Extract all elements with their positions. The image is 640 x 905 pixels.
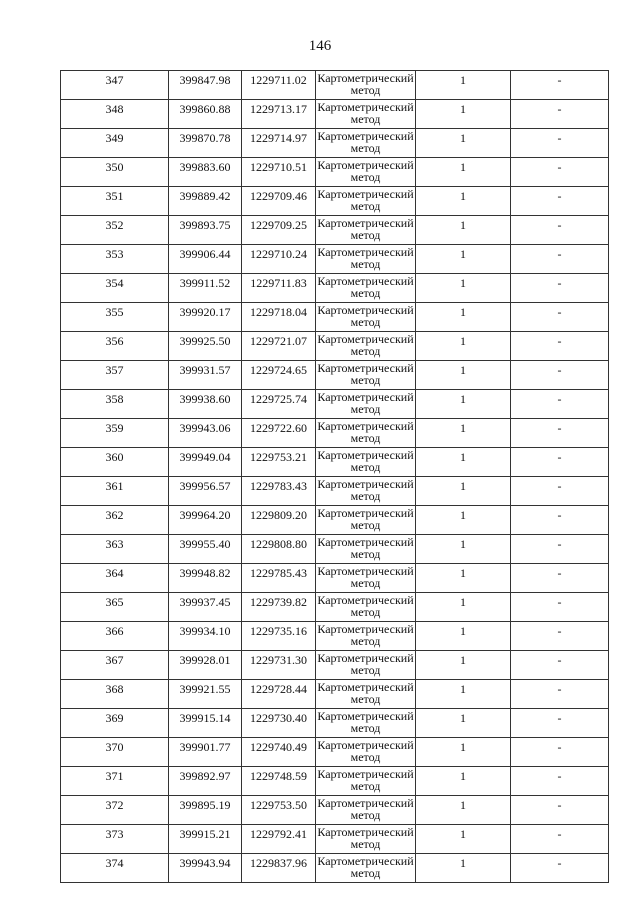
point-number-cell: 364 xyxy=(61,564,169,593)
table-row xyxy=(61,448,609,477)
y-coordinate-cell: 1229711.83 xyxy=(242,274,316,303)
method-cell: Картометрический метод xyxy=(316,825,416,854)
point-number-cell: 359 xyxy=(61,419,169,448)
table-row xyxy=(61,419,609,448)
y-coordinate-cell: 1229728.44 xyxy=(242,680,316,709)
point-number-cell: 367 xyxy=(61,651,169,680)
y-coordinate-cell: 1229709.25 xyxy=(242,216,316,245)
description-cell: - xyxy=(511,390,609,419)
x-coordinate-cell: 399934.10 xyxy=(169,622,242,651)
method-cell: Картометрический метод xyxy=(316,564,416,593)
description-cell: - xyxy=(511,187,609,216)
method-cell: Картометрический метод xyxy=(316,535,416,564)
accuracy-cell: 1 xyxy=(416,622,511,651)
y-coordinate-cell: 1229808.80 xyxy=(242,535,316,564)
accuracy-cell: 1 xyxy=(416,216,511,245)
x-coordinate-cell: 399860.88 xyxy=(169,100,242,129)
x-coordinate-cell: 399955.40 xyxy=(169,535,242,564)
table-row xyxy=(61,506,609,535)
x-coordinate-cell: 399847.98 xyxy=(169,71,242,100)
table-row xyxy=(61,622,609,651)
y-coordinate-cell: 1229710.51 xyxy=(242,158,316,187)
accuracy-cell: 1 xyxy=(416,593,511,622)
method-cell: Картометрический метод xyxy=(316,854,416,883)
y-coordinate-cell: 1229735.16 xyxy=(242,622,316,651)
y-coordinate-cell: 1229725.74 xyxy=(242,390,316,419)
y-coordinate-cell: 1229748.59 xyxy=(242,767,316,796)
method-cell: Картометрический метод xyxy=(316,216,416,245)
accuracy-cell: 1 xyxy=(416,303,511,332)
table-row xyxy=(61,245,609,274)
table-row xyxy=(61,274,609,303)
accuracy-cell: 1 xyxy=(416,796,511,825)
accuracy-cell: 1 xyxy=(416,187,511,216)
table-row xyxy=(61,796,609,825)
point-number-cell: 360 xyxy=(61,448,169,477)
method-cell: Картометрический метод xyxy=(316,738,416,767)
y-coordinate-cell: 1229739.82 xyxy=(242,593,316,622)
description-cell: - xyxy=(511,651,609,680)
x-coordinate-cell: 399893.75 xyxy=(169,216,242,245)
point-number-cell: 354 xyxy=(61,274,169,303)
description-cell: - xyxy=(511,419,609,448)
description-cell: - xyxy=(511,825,609,854)
method-cell: Картометрический метод xyxy=(316,767,416,796)
x-coordinate-cell: 399921.55 xyxy=(169,680,242,709)
x-coordinate-cell: 399943.06 xyxy=(169,419,242,448)
description-cell: - xyxy=(511,303,609,332)
table-row xyxy=(61,390,609,419)
method-cell: Картометрический метод xyxy=(316,129,416,158)
x-coordinate-cell: 399956.57 xyxy=(169,477,242,506)
point-number-cell: 361 xyxy=(61,477,169,506)
description-cell: - xyxy=(511,245,609,274)
description-cell: - xyxy=(511,796,609,825)
method-cell: Картометрический метод xyxy=(316,158,416,187)
accuracy-cell: 1 xyxy=(416,158,511,187)
table-row xyxy=(61,593,609,622)
y-coordinate-cell: 1229783.43 xyxy=(242,477,316,506)
point-number-cell: 373 xyxy=(61,825,169,854)
coordinates-table-body xyxy=(61,71,609,883)
description-cell: - xyxy=(511,680,609,709)
accuracy-cell: 1 xyxy=(416,738,511,767)
y-coordinate-cell: 1229740.49 xyxy=(242,738,316,767)
accuracy-cell: 1 xyxy=(416,419,511,448)
accuracy-cell: 1 xyxy=(416,100,511,129)
y-coordinate-cell: 1229711.02 xyxy=(242,71,316,100)
table-row xyxy=(61,361,609,390)
description-cell: - xyxy=(511,738,609,767)
y-coordinate-cell: 1229785.43 xyxy=(242,564,316,593)
accuracy-cell: 1 xyxy=(416,651,511,680)
x-coordinate-cell: 399915.21 xyxy=(169,825,242,854)
accuracy-cell: 1 xyxy=(416,274,511,303)
x-coordinate-cell: 399911.52 xyxy=(169,274,242,303)
y-coordinate-cell: 1229722.60 xyxy=(242,419,316,448)
accuracy-cell: 1 xyxy=(416,564,511,593)
point-number-cell: 374 xyxy=(61,854,169,883)
description-cell: - xyxy=(511,622,609,651)
x-coordinate-cell: 399883.60 xyxy=(169,158,242,187)
table-row xyxy=(61,303,609,332)
description-cell: - xyxy=(511,448,609,477)
method-cell: Картометрический метод xyxy=(316,274,416,303)
method-cell: Картометрический метод xyxy=(316,477,416,506)
page-number: 146 xyxy=(308,38,332,54)
description-cell: - xyxy=(511,361,609,390)
table-row xyxy=(61,854,609,883)
y-coordinate-cell: 1229713.17 xyxy=(242,100,316,129)
accuracy-cell: 1 xyxy=(416,825,511,854)
x-coordinate-cell: 399928.01 xyxy=(169,651,242,680)
description-cell: - xyxy=(511,274,609,303)
accuracy-cell: 1 xyxy=(416,448,511,477)
method-cell: Картометрический метод xyxy=(316,680,416,709)
point-number-cell: 351 xyxy=(61,187,169,216)
y-coordinate-cell: 1229709.46 xyxy=(242,187,316,216)
point-number-cell: 371 xyxy=(61,767,169,796)
point-number-cell: 347 xyxy=(61,71,169,100)
table-row xyxy=(61,564,609,593)
table-row xyxy=(61,535,609,564)
method-cell: Картометрический метод xyxy=(316,419,416,448)
method-cell: Картометрический метод xyxy=(316,390,416,419)
method-cell: Картометрический метод xyxy=(316,622,416,651)
description-cell: - xyxy=(511,535,609,564)
description-cell: - xyxy=(511,593,609,622)
x-coordinate-cell: 399901.77 xyxy=(169,738,242,767)
method-cell: Картометрический метод xyxy=(316,796,416,825)
point-number-cell: 356 xyxy=(61,332,169,361)
point-number-cell: 357 xyxy=(61,361,169,390)
point-number-cell: 362 xyxy=(61,506,169,535)
accuracy-cell: 1 xyxy=(416,767,511,796)
x-coordinate-cell: 399931.57 xyxy=(169,361,242,390)
accuracy-cell: 1 xyxy=(416,709,511,738)
table-row xyxy=(61,825,609,854)
accuracy-cell: 1 xyxy=(416,477,511,506)
table-row xyxy=(61,709,609,738)
point-number-cell: 370 xyxy=(61,738,169,767)
table-row xyxy=(61,71,609,100)
method-cell: Картометрический метод xyxy=(316,100,416,129)
y-coordinate-cell: 1229714.97 xyxy=(242,129,316,158)
description-cell: - xyxy=(511,854,609,883)
table-row xyxy=(61,767,609,796)
point-number-cell: 352 xyxy=(61,216,169,245)
y-coordinate-cell: 1229837.96 xyxy=(242,854,316,883)
point-number-cell: 363 xyxy=(61,535,169,564)
description-cell: - xyxy=(511,100,609,129)
description-cell: - xyxy=(511,158,609,187)
description-cell: - xyxy=(511,564,609,593)
table-row xyxy=(61,477,609,506)
accuracy-cell: 1 xyxy=(416,854,511,883)
x-coordinate-cell: 399889.42 xyxy=(169,187,242,216)
method-cell: Картометрический метод xyxy=(316,448,416,477)
x-coordinate-cell: 399920.17 xyxy=(169,303,242,332)
table-row xyxy=(61,332,609,361)
accuracy-cell: 1 xyxy=(416,129,511,158)
x-coordinate-cell: 399938.60 xyxy=(169,390,242,419)
x-coordinate-cell: 399870.78 xyxy=(169,129,242,158)
description-cell: - xyxy=(511,71,609,100)
method-cell: Картометрический метод xyxy=(316,71,416,100)
point-number-cell: 372 xyxy=(61,796,169,825)
x-coordinate-cell: 399949.04 xyxy=(169,448,242,477)
y-coordinate-cell: 1229721.07 xyxy=(242,332,316,361)
coordinates-table xyxy=(60,70,609,883)
y-coordinate-cell: 1229731.30 xyxy=(242,651,316,680)
description-cell: - xyxy=(511,332,609,361)
x-coordinate-cell: 399964.20 xyxy=(169,506,242,535)
y-coordinate-cell: 1229753.21 xyxy=(242,448,316,477)
description-cell: - xyxy=(511,216,609,245)
x-coordinate-cell: 399943.94 xyxy=(169,854,242,883)
table-row xyxy=(61,216,609,245)
method-cell: Картометрический метод xyxy=(316,593,416,622)
method-cell: Картометрический метод xyxy=(316,187,416,216)
accuracy-cell: 1 xyxy=(416,535,511,564)
point-number-cell: 368 xyxy=(61,680,169,709)
method-cell: Картометрический метод xyxy=(316,651,416,680)
table-row xyxy=(61,100,609,129)
method-cell: Картометрический метод xyxy=(316,361,416,390)
point-number-cell: 369 xyxy=(61,709,169,738)
y-coordinate-cell: 1229753.50 xyxy=(242,796,316,825)
description-cell: - xyxy=(511,129,609,158)
table-row xyxy=(61,129,609,158)
table-row xyxy=(61,158,609,187)
x-coordinate-cell: 399937.45 xyxy=(169,593,242,622)
point-number-cell: 366 xyxy=(61,622,169,651)
y-coordinate-cell: 1229809.20 xyxy=(242,506,316,535)
point-number-cell: 348 xyxy=(61,100,169,129)
point-number-cell: 350 xyxy=(61,158,169,187)
point-number-cell: 349 xyxy=(61,129,169,158)
table-row xyxy=(61,651,609,680)
accuracy-cell: 1 xyxy=(416,71,511,100)
accuracy-cell: 1 xyxy=(416,680,511,709)
description-cell: - xyxy=(511,767,609,796)
y-coordinate-cell: 1229792.41 xyxy=(242,825,316,854)
point-number-cell: 358 xyxy=(61,390,169,419)
method-cell: Картометрический метод xyxy=(316,245,416,274)
table-row xyxy=(61,187,609,216)
accuracy-cell: 1 xyxy=(416,390,511,419)
accuracy-cell: 1 xyxy=(416,332,511,361)
x-coordinate-cell: 399892.97 xyxy=(169,767,242,796)
table-row xyxy=(61,680,609,709)
x-coordinate-cell: 399915.14 xyxy=(169,709,242,738)
description-cell: - xyxy=(511,477,609,506)
y-coordinate-cell: 1229730.40 xyxy=(242,709,316,738)
description-cell: - xyxy=(511,709,609,738)
method-cell: Картометрический метод xyxy=(316,709,416,738)
method-cell: Картометрический метод xyxy=(316,506,416,535)
method-cell: Картометрический метод xyxy=(316,332,416,361)
x-coordinate-cell: 399895.19 xyxy=(169,796,242,825)
x-coordinate-cell: 399925.50 xyxy=(169,332,242,361)
method-cell: Картометрический метод xyxy=(316,303,416,332)
y-coordinate-cell: 1229710.24 xyxy=(242,245,316,274)
description-cell: - xyxy=(511,506,609,535)
accuracy-cell: 1 xyxy=(416,245,511,274)
x-coordinate-cell: 399906.44 xyxy=(169,245,242,274)
accuracy-cell: 1 xyxy=(416,506,511,535)
y-coordinate-cell: 1229724.65 xyxy=(242,361,316,390)
accuracy-cell: 1 xyxy=(416,361,511,390)
point-number-cell: 355 xyxy=(61,303,169,332)
x-coordinate-cell: 399948.82 xyxy=(169,564,242,593)
table-row xyxy=(61,738,609,767)
y-coordinate-cell: 1229718.04 xyxy=(242,303,316,332)
point-number-cell: 353 xyxy=(61,245,169,274)
point-number-cell: 365 xyxy=(61,593,169,622)
